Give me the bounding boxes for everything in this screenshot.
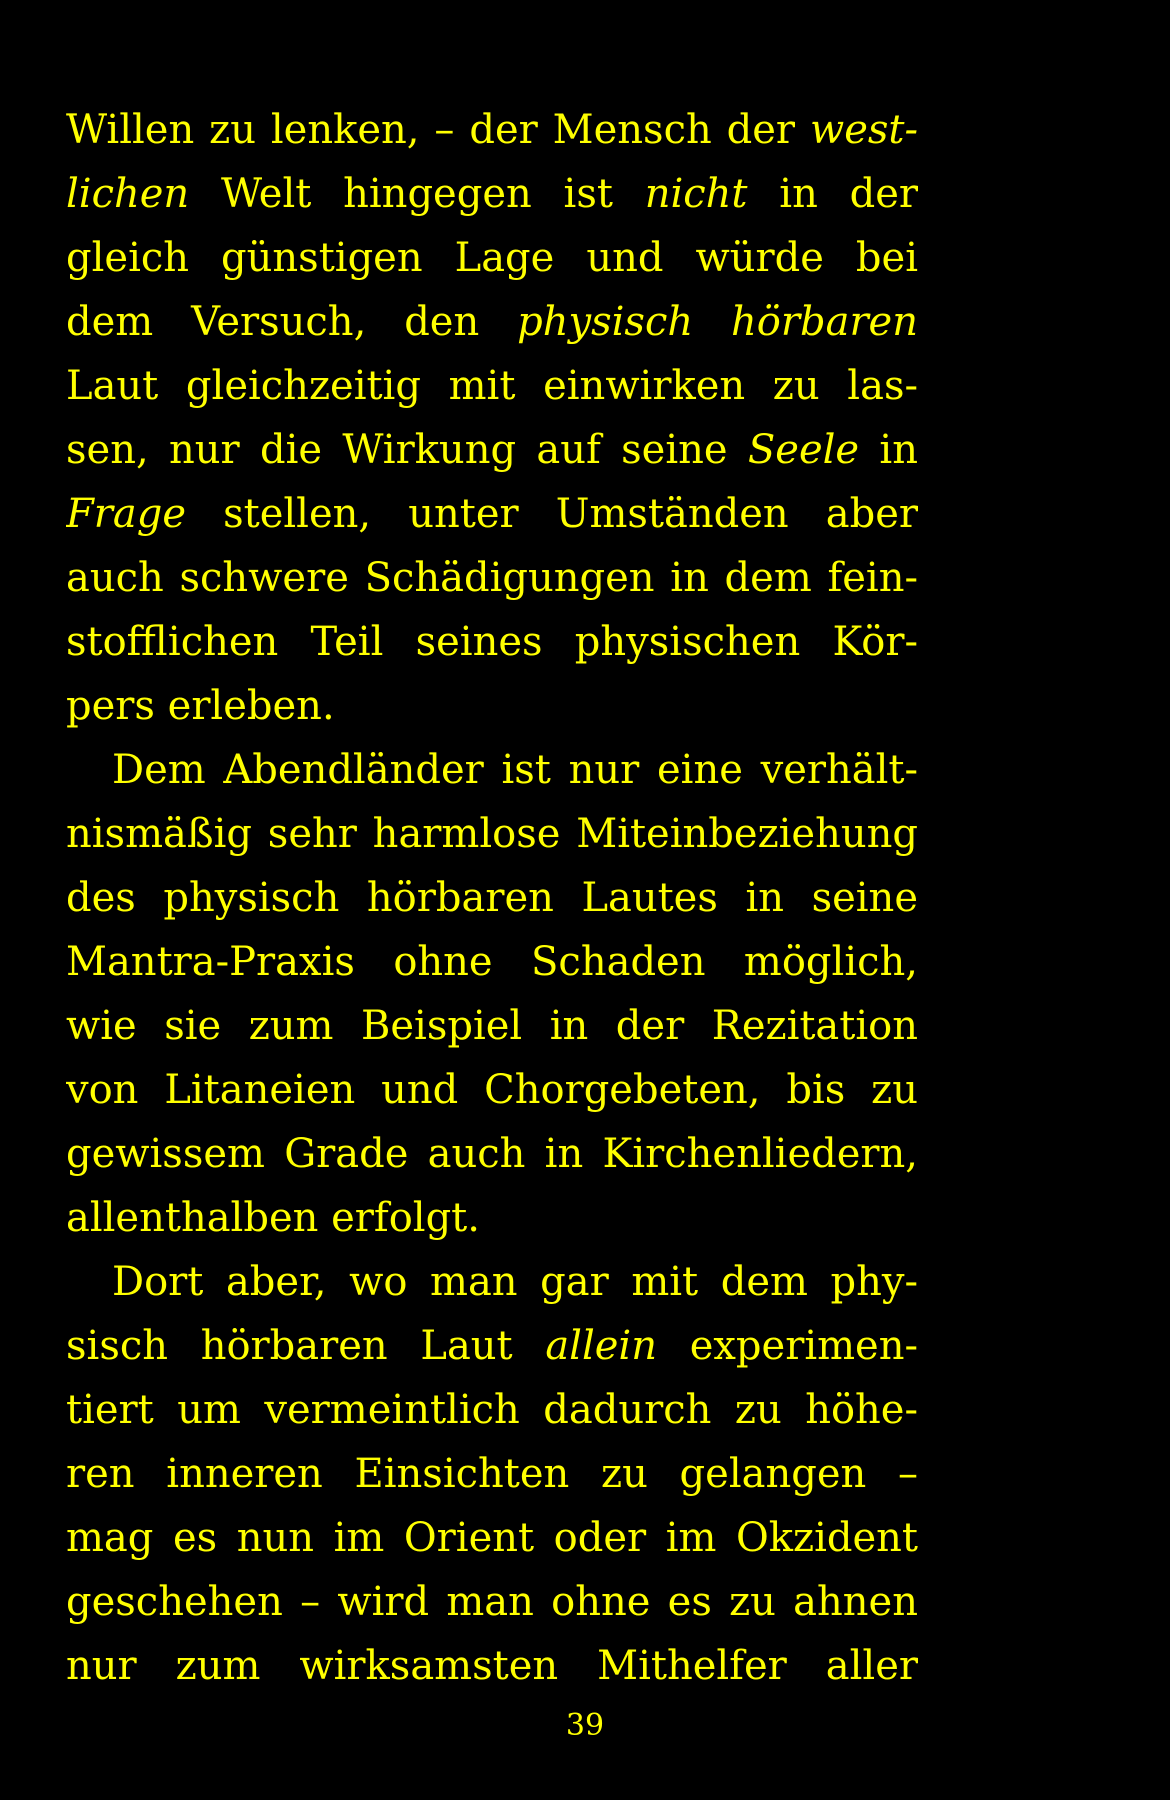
italic-text: physisch hörbaren [517,299,918,345]
text-segment: allenthalben erfolgt. [66,1195,480,1241]
text-segment: gleich günstigen Lage und würde bei [66,235,918,281]
text-line [66,1570,918,1634]
text-line [66,98,918,162]
text-line [66,482,918,546]
text-segment: stofflichen Teil seines physischen Kör- [66,619,918,665]
text-line [66,546,918,610]
text-line [66,1634,918,1698]
text-segment: Willen zu lenken, – der Mensch der [66,107,810,153]
italic-text: nicht [644,171,748,217]
text-line [66,930,918,994]
text-line [66,674,918,738]
text-segment: gewissem Grade auch in Kirchenliedern, [66,1131,918,1177]
text-segment: geschehen – wird man ohne es zu ahnen [66,1579,918,1625]
page-number: 39 [565,1708,605,1743]
text-segment: von Litaneien und Chorgebeten, bis zu [66,1067,918,1113]
text-segment: mag es nun im Orient oder im Okzident [66,1515,918,1561]
text-line [66,994,918,1058]
text-segment: sen, nur die Wirkung auf seine [66,427,748,473]
italic-text: lichen [66,171,190,217]
italic-text: allein [545,1323,657,1369]
text-line [66,1058,918,1122]
italic-text: Seele [747,427,860,473]
text-segment: Dem Abendländer ist nur eine verhält- [112,747,918,793]
text-line [66,162,918,226]
text-line [66,866,918,930]
text-segment: in [859,427,918,473]
italic-text: Frage [66,491,186,537]
italic-text: west- [809,107,918,153]
text-segment: ren inneren Einsichten zu gelangen – [66,1451,918,1497]
text-line [66,1250,918,1314]
text-line [66,610,918,674]
text-segment: in der [747,171,918,217]
text-segment: Mantra-Praxis ohne Schaden möglich, [66,939,918,985]
text-segment: Laut gleichzeitig mit einwirken zu las- [66,363,918,409]
text-segment: des physisch hörbaren Lautes in seine [66,875,918,921]
body-text [66,98,918,1698]
text-segment: pers erleben. [66,683,335,729]
text-line [66,290,918,354]
text-segment: experimen- [657,1323,918,1369]
text-segment: nismäßig sehr harmlose Miteinbeziehung [66,811,918,857]
text-segment: Welt hingegen ist [189,171,645,217]
text-segment: dem Versuch, den [66,299,518,345]
text-line [66,1442,918,1506]
text-line [66,1122,918,1186]
text-segment: sisch hörbaren Laut [66,1323,546,1369]
text-line [66,738,918,802]
text-line [66,1186,918,1250]
text-line [66,226,918,290]
text-line [66,1378,918,1442]
text-line [66,354,918,418]
text-segment: stellen, unter Umständen aber [186,491,918,537]
text-segment: nur zum wirksamsten Mithelfer aller [66,1643,918,1689]
text-line [66,418,918,482]
text-line [66,802,918,866]
text-segment: auch schwere Schädigungen in dem fein- [66,555,918,601]
text-line [66,1314,918,1378]
text-line [66,1506,918,1570]
text-segment: Dort aber, wo man gar mit dem phy- [112,1259,918,1305]
text-segment: tiert um vermeintlich dadurch zu höhe- [66,1387,918,1433]
text-segment: wie sie zum Beispiel in der Rezitation [66,1003,918,1049]
